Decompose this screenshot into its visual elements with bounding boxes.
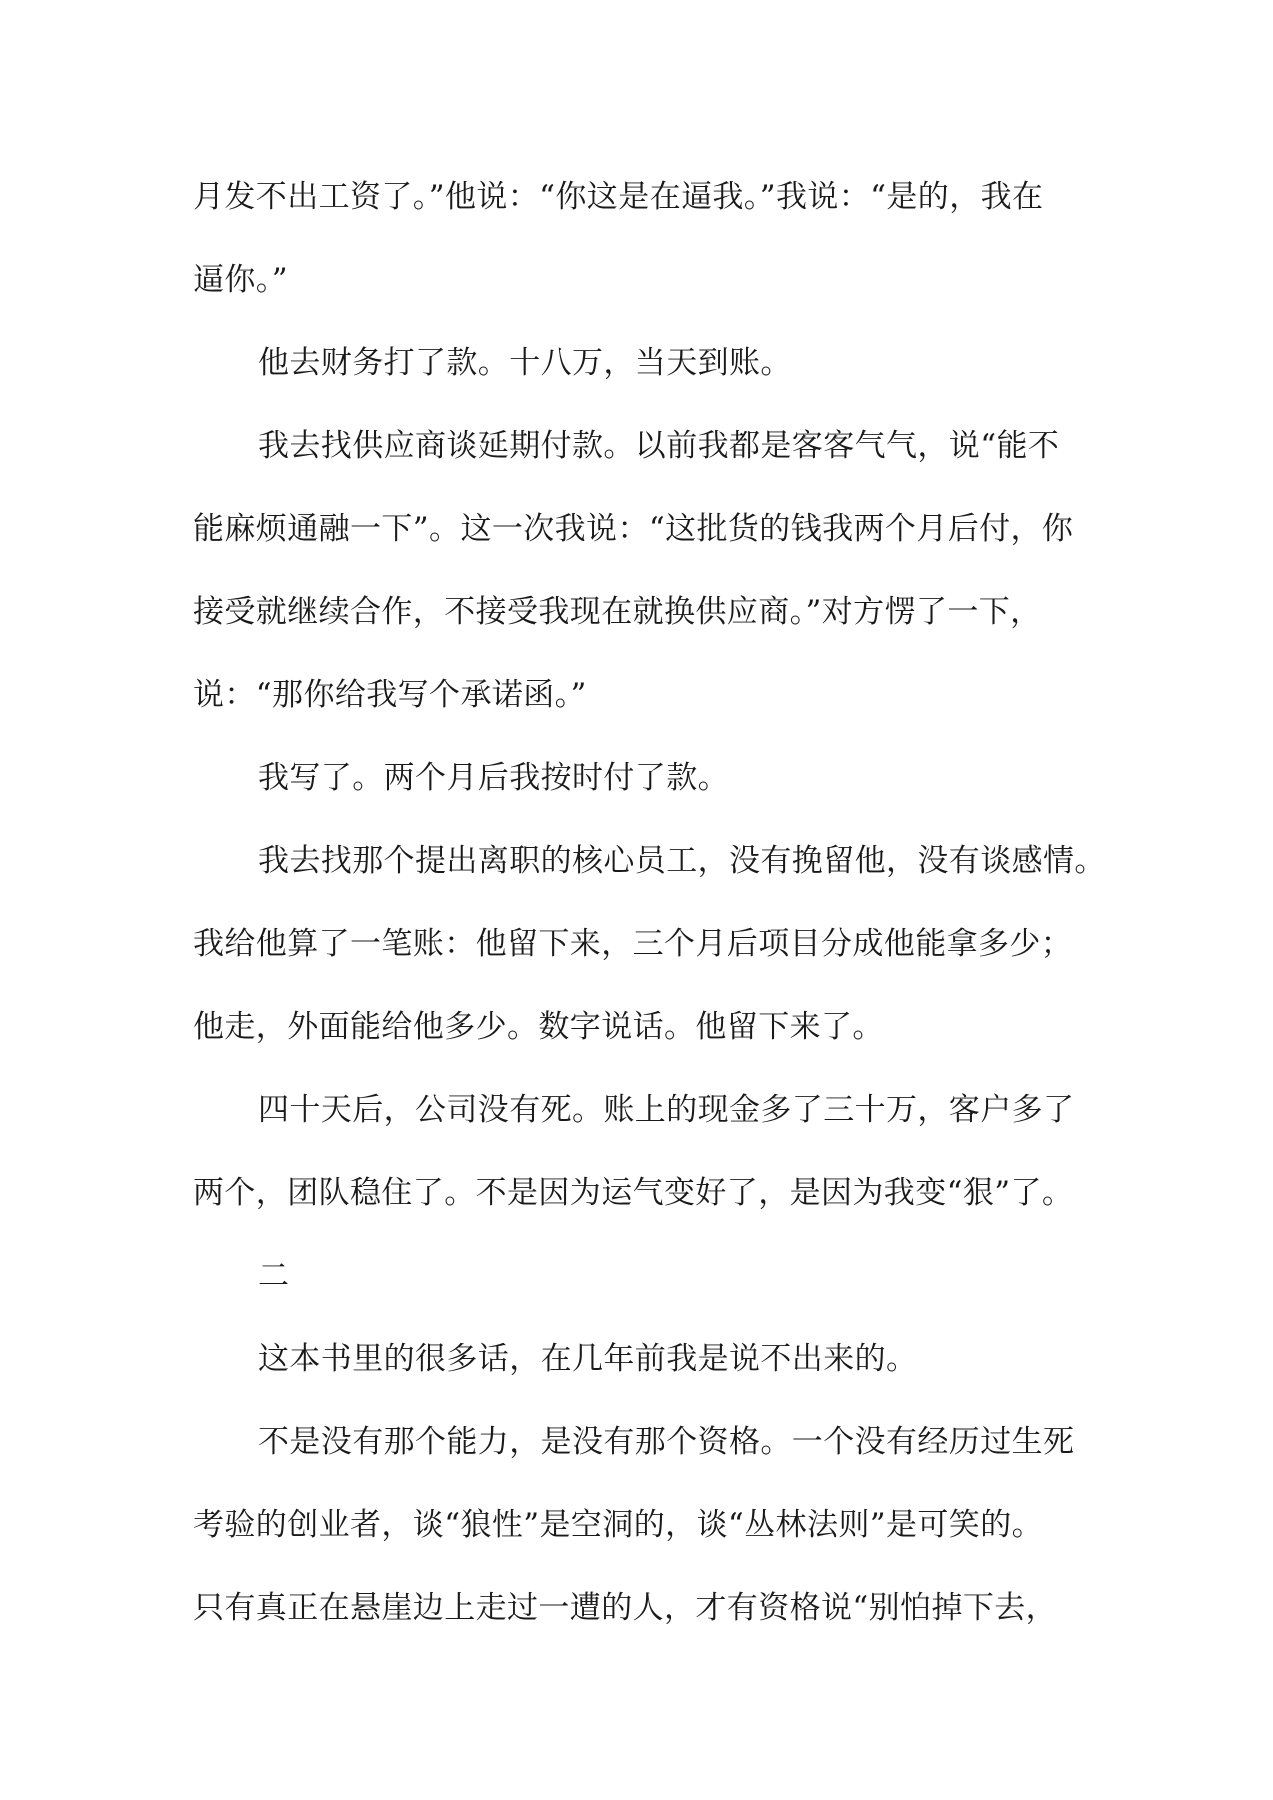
paragraph-line: 我写了。两个月后我按时付了款。 [258,760,729,796]
text-line: 能麻烦通融一下”。这一次我说：“这批货的钱我两个月后付，你 [193,511,1074,547]
paragraph-line: 不是没有那个能力，是没有那个资格。一个没有经历过生死 [258,1424,1075,1460]
text-line: 我给他算了一笔账：他留下来，三个月后项目分成他能拿多少； [193,926,1073,962]
text-line: 两个，团队稳住了。不是因为运气变好了，是因为我变“狠”了。 [193,1175,1074,1211]
text-line: 他走，外面能给他多少。数字说话。他留下来了。 [193,1009,884,1045]
section-heading: 二 [258,1258,290,1294]
paragraph-line: 我去找供应商谈延期付款。以前我都是客客气气，说“能不 [258,428,1060,464]
text-line: 只有真正在悬崖边上走过一遭的人，才有资格说“别怕掉下去， [193,1590,1058,1626]
text-line: 逼你。” [193,262,288,298]
text-line: 考验的创业者，谈“狼性”是空洞的，谈“丛林法则”是可笑的。 [193,1507,1043,1543]
text-line: 接受就继续合作，不接受我现在就换供应商。”对方愣了一下， [193,594,1042,630]
paragraph-line: 这本书里的很多话，在几年前我是说不出来的。 [258,1341,918,1377]
paragraph-line: 他去财务打了款。十八万，当天到账。 [258,345,792,381]
text-line: 月发不出工资了。”他说：“你这是在逼我。”我说：“是的，我在 [193,179,1044,215]
text-line: 说：“那你给我写个承诺函。” [193,677,587,713]
paragraph-line: 四十天后，公司没有死。账上的现金多了三十万，客户多了 [258,1092,1075,1128]
paragraph-line: 我去找那个提出离职的核心员工，没有挽留他，没有谈感情。 [258,843,1106,879]
